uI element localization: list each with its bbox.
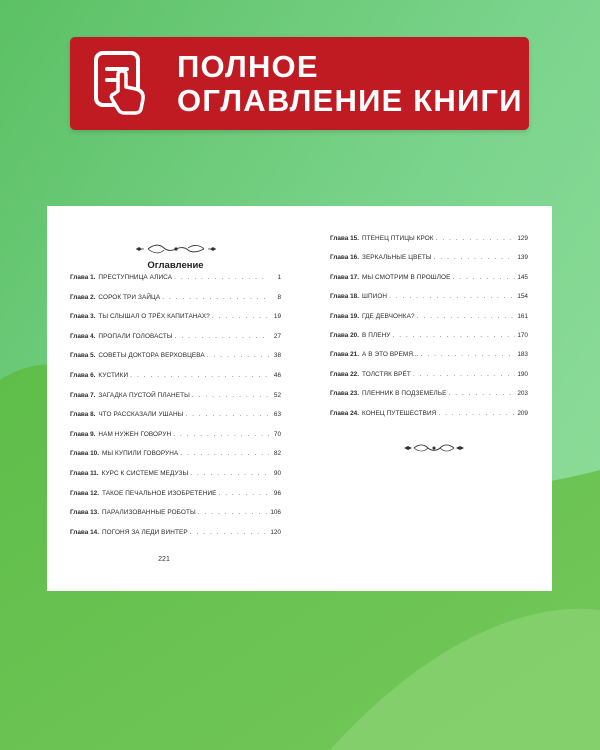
toc-page-number: 120 xyxy=(270,528,281,536)
toc-chapter-label: Глава 8. xyxy=(70,411,96,419)
toc-chapter-title: МЫ СМОТРИМ В ПРОШЛОЕ xyxy=(361,273,451,281)
toc-chapter-title: КУРС К СИСТЕМЕ МЕДУЗЫ xyxy=(101,469,189,477)
banner-title-line2: ОГЛАВЛЕНИЕ КНИГИ xyxy=(177,83,523,118)
toc-page-number: 129 xyxy=(517,235,528,242)
toc-chapter-title: ПРЕСТУПНИЦА АЛИСА xyxy=(98,274,173,281)
toc-entry xyxy=(70,431,281,451)
toc-page-number: 19 xyxy=(273,313,281,321)
toc-chapter-title: ШПИОН xyxy=(361,293,388,301)
toc-leader-dots xyxy=(162,294,269,301)
toc-chapter-label: Глава 16. xyxy=(330,254,359,262)
toc-entry xyxy=(70,470,281,490)
toc-chapter-label: Глава 14. xyxy=(70,528,99,536)
toc-page-number: 106 xyxy=(270,509,281,517)
toc-chapter-label: Глава 1. xyxy=(70,274,96,281)
toc-leader-dots xyxy=(130,372,269,379)
toc-page-number: 190 xyxy=(517,370,528,378)
toc-page-number: 145 xyxy=(517,273,528,281)
toc-chapter-label: Глава 5. xyxy=(70,352,96,360)
toc-page xyxy=(47,206,552,591)
toc-chapter-label: Глава 17. xyxy=(330,273,359,281)
toc-chapter-title: ТЫ СЛЫШАЛ О ТРЁХ КАПИТАНАХ? xyxy=(98,313,210,321)
toc-entry xyxy=(70,313,281,333)
toc-chapter-title: КОНЕЦ ПУТЕШЕСТВИЯ xyxy=(361,409,437,417)
toc-entry xyxy=(330,235,528,254)
toc-page-number: 70 xyxy=(273,430,281,438)
toc-chapter-title: В ПЛЕНУ xyxy=(361,331,391,339)
toc-leader-dots xyxy=(174,274,269,281)
toc-entry xyxy=(70,392,281,412)
toc-entry xyxy=(330,274,528,293)
toc-chapter-label: Глава 24. xyxy=(330,409,359,417)
toc-leader-dots xyxy=(449,390,516,397)
toc-chapter-label: Глава 2. xyxy=(70,293,96,301)
toc-chapter-title: А В ЭТО ВРЕМЯ... xyxy=(361,351,419,359)
toc-leader-dots xyxy=(417,313,516,320)
toc-chapter-title: ТАКОЕ ПЕЧАЛЬНОЕ ИЗОБРЕТЕНИЕ xyxy=(101,489,217,497)
toc-entry xyxy=(330,293,528,312)
toc-leader-dots xyxy=(207,352,269,359)
banner-title-line1: ПОЛНОЕ xyxy=(177,49,319,84)
toc-entry xyxy=(330,332,528,351)
toc-entry xyxy=(330,351,528,370)
toc-chapter-title: ПЛЕННИК В ПОДЗЕМЕЛЬЕ xyxy=(361,390,447,398)
toc-chapter-title: НАМ НУЖЕН ГОВОРУН xyxy=(98,430,172,438)
toc-leader-dots xyxy=(413,371,515,378)
toc-chapter-label: Глава 4. xyxy=(70,332,96,340)
toc-page-number: 139 xyxy=(517,254,528,262)
toc-entry xyxy=(70,274,281,294)
toc-chapter-label: Глава 7. xyxy=(70,391,96,399)
toc-leader-dots xyxy=(190,470,269,477)
toc-entry xyxy=(70,294,281,314)
toc-entry xyxy=(330,313,528,332)
toc-entry xyxy=(70,509,281,529)
toc-page-number: 27 xyxy=(273,332,281,340)
toc-leader-dots xyxy=(212,313,269,320)
toc-chapter-label: Глава 19. xyxy=(330,312,359,320)
toc-chapter-title: МЫ КУПИЛИ ГОВОРУНА xyxy=(101,450,179,458)
toc-entry xyxy=(70,490,281,510)
toc-chapter-label: Глава 21. xyxy=(330,351,359,359)
toc-leader-dots xyxy=(389,293,515,300)
toc-page-number: 46 xyxy=(273,371,281,379)
toc-page-number: 154 xyxy=(517,293,528,301)
toc-page-number: 183 xyxy=(517,351,528,359)
toc-page-number: 38 xyxy=(273,352,281,360)
toc-chapter-label: Глава 20. xyxy=(330,331,359,339)
toc-entry xyxy=(70,372,281,392)
toc-leader-dots xyxy=(190,529,269,536)
toc-chapter-title: ПТЕНЕЦ ПТИЦЫ КРОК xyxy=(361,235,434,242)
toc-chapter-title: ПОГОНЯ ЗА ЛЕДИ ВИНТЕР xyxy=(101,528,188,536)
toc-page-number: 170 xyxy=(517,331,528,339)
toc-page-number: 63 xyxy=(273,411,281,419)
toc-page-number: 161 xyxy=(517,312,528,320)
toc-chapter-title: ЧТО РАССКАЗАЛИ УШАНЫ xyxy=(98,411,184,419)
page-number: 221 xyxy=(158,556,170,563)
toc-leader-dots xyxy=(392,332,515,339)
toc-chapter-title: ТОЛСТЯК ВРЁТ xyxy=(361,370,411,378)
toc-left-column xyxy=(70,244,281,548)
toc-page-number: 203 xyxy=(517,390,528,398)
toc-leader-dots xyxy=(175,333,269,340)
toc-chapter-title: ЗЕРКАЛЬНЫЕ ЦВЕТЫ xyxy=(361,254,432,262)
toc-entry xyxy=(70,352,281,372)
toc-entry xyxy=(70,333,281,353)
toc-leader-dots xyxy=(436,235,516,242)
toc-chapter-label: Глава 18. xyxy=(330,293,359,301)
toc-page-number: 1 xyxy=(277,274,281,281)
toc-entry xyxy=(70,529,281,549)
flourish-ornament-icon xyxy=(134,244,218,254)
toc-leader-dots xyxy=(173,431,269,438)
toc-chapter-title: СОВЕТЫ ДОКТОРА ВЕРХОВЦЕВА xyxy=(98,352,205,360)
toc-chapter-label: Глава 11. xyxy=(70,469,99,477)
toc-leader-dots xyxy=(452,274,515,281)
toc-chapter-title: КУСТИКИ xyxy=(98,371,129,379)
toc-entry xyxy=(330,390,528,409)
toc-entry xyxy=(330,410,528,429)
toc-leader-dots xyxy=(198,509,269,516)
toc-right-column xyxy=(330,235,528,429)
toc-chapter-label: Глава 12. xyxy=(70,489,99,497)
toc-chapter-label: Глава 15. xyxy=(330,235,359,242)
toc-leader-dots xyxy=(434,254,516,261)
toc-list-right xyxy=(330,235,528,429)
toc-list-left xyxy=(70,274,281,548)
toc-entry xyxy=(70,411,281,431)
toc-heading: Оглавление xyxy=(147,260,204,271)
toc-page-number: 96 xyxy=(273,489,281,497)
flourish-ornament-icon xyxy=(403,443,465,453)
toc-chapter-label: Глава 13. xyxy=(70,509,99,517)
title-banner xyxy=(70,37,529,130)
toc-leader-dots xyxy=(421,351,516,358)
toc-page-number: 52 xyxy=(273,391,281,399)
toc-chapter-label: Глава 22. xyxy=(330,370,359,378)
toc-chapter-title: ЗАГАДКА ПУСТОЙ ПЛАНЕТЫ xyxy=(98,391,190,399)
banner-title xyxy=(177,50,523,118)
toc-chapter-title: ПАРАЛИЗОВАННЫЕ РОБОТЫ xyxy=(101,509,196,517)
toc-leader-dots xyxy=(192,392,269,399)
toc-chapter-label: Глава 10. xyxy=(70,450,99,458)
toc-leader-dots xyxy=(219,490,269,497)
toc-leader-dots xyxy=(185,411,269,418)
toc-page-number: 8 xyxy=(277,293,281,301)
toc-chapter-label: Глава 9. xyxy=(70,430,96,438)
document-hand-icon xyxy=(88,47,160,119)
toc-entry xyxy=(70,450,281,470)
toc-chapter-label: Глава 6. xyxy=(70,371,96,379)
toc-entry xyxy=(330,254,528,273)
toc-chapter-title: СОРОК ТРИ ЗАЙЦА xyxy=(98,293,161,301)
toc-leader-dots xyxy=(438,410,515,417)
toc-chapter-title: ПРОПАЛИ ГОЛОВАСТЫ xyxy=(98,332,173,340)
toc-chapter-title: ГДЕ ДЕВЧОНКА? xyxy=(361,312,415,320)
toc-page-number: 82 xyxy=(273,450,281,458)
toc-leader-dots xyxy=(180,450,269,457)
toc-page-number: 90 xyxy=(273,469,281,477)
toc-chapter-label: Глава 3. xyxy=(70,313,96,321)
toc-entry xyxy=(330,371,528,390)
toc-chapter-label: Глава 23. xyxy=(330,390,359,398)
toc-page-number: 209 xyxy=(517,409,528,417)
